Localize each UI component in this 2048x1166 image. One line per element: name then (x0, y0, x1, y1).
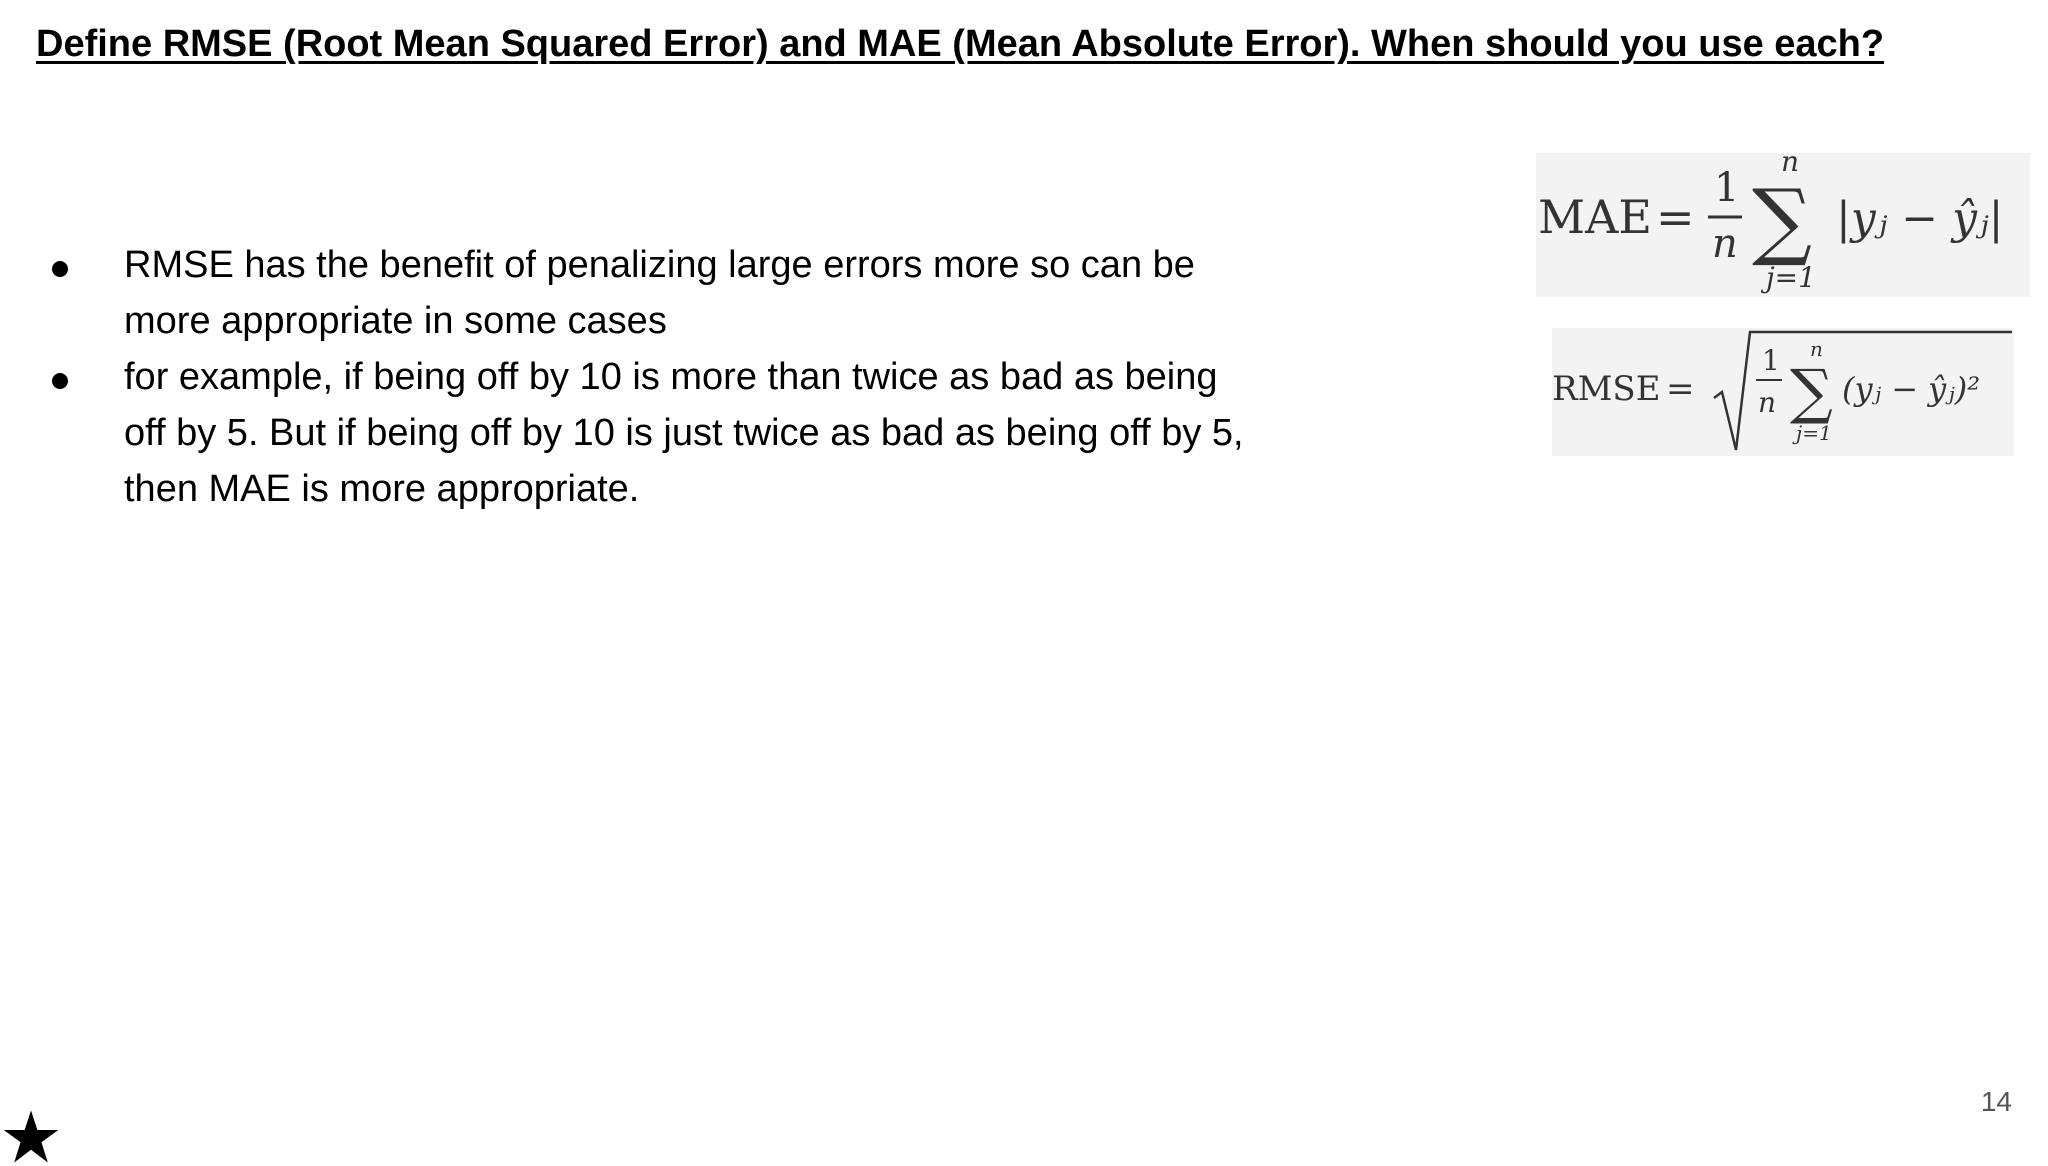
rmse-sigma-icon: ∑ (1790, 357, 1833, 427)
mae-formula-denominator: n (1712, 221, 1738, 267)
bullet-list (0, 237, 1260, 517)
slide-title: Define RMSE (Root Mean Squared Error) and MAE (Mean Absolute Error). When should you use each? (36, 23, 1885, 65)
rmse-formula-lhs: RMSE (1552, 369, 1661, 409)
mae-formula-body: |yⱼ − ŷⱼ| (1836, 193, 2004, 244)
rmse-sum-lower: j=1 (1796, 421, 1832, 445)
star-icon (2, 1108, 60, 1166)
mae-formula-lhs: MAE (1538, 190, 1652, 244)
bullet-text: for example, if being off by 10 is more than twice as bad as being off by 5. But if being off by 10 is just twice as bad as being off by 5, then MAE is more appropriate. (124, 356, 1244, 510)
bullet-item (0, 349, 1260, 517)
page-number: 14 (1980, 1086, 2012, 1117)
rmse-formula-body: (yⱼ − ŷⱼ)² (1842, 370, 1981, 408)
mae-formula (1536, 153, 2030, 297)
rmse-formula-numerator: 1 (1762, 344, 1780, 377)
mae-sigma-icon: ∑ (1752, 171, 1812, 269)
bullet-item (0, 237, 1260, 349)
bullet-text: RMSE has the benefit of penalizing large errors more so can be more appropriate in some cases (124, 244, 1195, 342)
mae-formula-graphic (1536, 153, 2030, 297)
rmse-sum-upper: n (1810, 337, 1823, 361)
mae-sum-upper: n (1781, 153, 1800, 178)
rmse-formula (1552, 328, 2014, 456)
bullet-dot-icon (52, 373, 68, 389)
bullet-dot-icon (52, 261, 68, 277)
mae-formula-equals: = (1656, 190, 1695, 244)
rmse-formula-graphic (1552, 328, 2014, 456)
mae-formula-numerator: 1 (1714, 165, 1740, 211)
rmse-formula-denominator: n (1758, 386, 1777, 419)
mae-sum-lower: j=1 (1766, 261, 1816, 294)
rmse-formula-equals: = (1666, 369, 1695, 409)
